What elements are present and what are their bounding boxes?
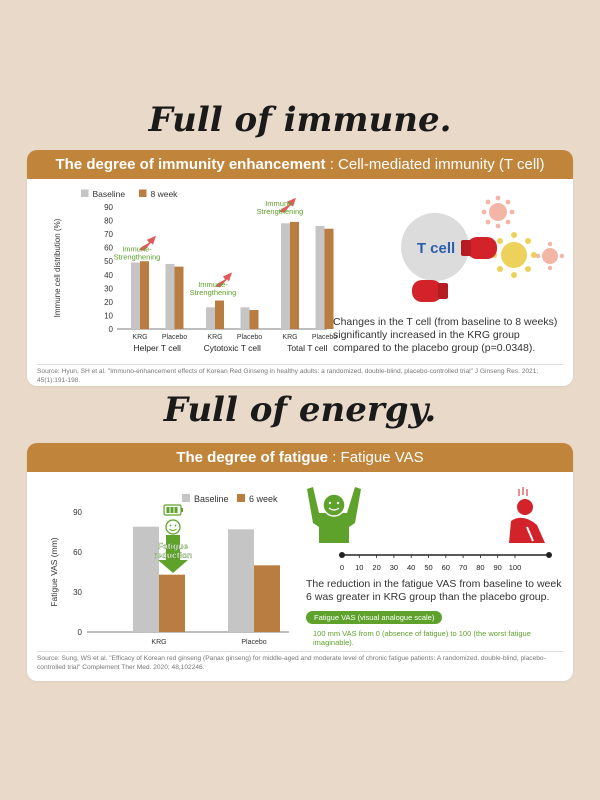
vas-scale [297, 483, 567, 573]
battery-icon [164, 505, 183, 515]
strengthening-label: Immune- [265, 198, 295, 208]
virus-icon [536, 242, 564, 270]
vas-tick-label: 70 [458, 563, 468, 572]
y-tick-label: 90 [73, 508, 82, 517]
immunity-card-header [27, 150, 573, 179]
battery-cell [175, 507, 178, 513]
fatigue-vas-note: 100 mm VAS from 0 (absence of fatigue) to 100 (the worst fatigue imaginable). [313, 629, 531, 647]
vas-tick-label: 80 [476, 563, 485, 572]
y-tick-label: 0 [77, 628, 82, 637]
x-tick-label: KRG [282, 334, 298, 341]
bar-treatment [215, 301, 224, 329]
group-label: Helper T cell [133, 343, 181, 353]
x-tick-label: Placebo [161, 334, 188, 341]
x-tick-label: KRG [207, 334, 223, 341]
fatigue-card-header [27, 443, 573, 472]
y-tick-label: 0 [108, 325, 113, 334]
vas-tick-label: 30 [389, 563, 399, 572]
x-tick-label: Placebo [236, 334, 263, 341]
immunity-card [27, 150, 573, 386]
vas-end-dot [546, 552, 552, 558]
smiley-face [166, 520, 180, 534]
y-tick-label: 40 [104, 270, 113, 280]
fatigue-reduction-label: Fatigue [157, 541, 189, 551]
virus-icon [491, 232, 537, 278]
legend-swatch [182, 494, 190, 502]
strengthening-label: Strengthening [113, 252, 161, 262]
fatigue-source: Source: Sung, WS et al. "Efficacy of Korean red ginseng (Panax ginseng) for middle-aged and moderate level of chronic fatigue patients: A randomized, double-blind, placebo-controlled trial" Complement Ther Med. 2020; 48,102246. [37, 655, 546, 671]
bar-baseline [281, 223, 290, 329]
strengthening-label: Strengthening [256, 206, 304, 216]
legend-swatch [139, 190, 147, 198]
legend-label: 6 week [249, 494, 278, 504]
vas-tick-label: 10 [355, 563, 364, 572]
smiley-eye [170, 525, 172, 527]
legend-label: 8 week [150, 189, 178, 199]
immune-chart [27, 179, 347, 359]
fatigue-card-title: The degree of fatigue [176, 449, 329, 466]
y-tick-label: 30 [73, 588, 82, 597]
x-tick-label: Placebo [311, 334, 338, 341]
y-tick-label: 30 [104, 284, 113, 294]
bar-treatment [159, 575, 185, 632]
y-axis-label: Fatigue VAS (mm) [49, 537, 59, 607]
smiley-mouth [170, 529, 177, 531]
happy-person-icon [307, 487, 361, 543]
tcell-illustration [372, 185, 572, 305]
legend-label: Baseline [92, 189, 126, 199]
fatigue-chart [27, 472, 297, 652]
virus-icon [482, 196, 515, 229]
boxing-glove-icon [412, 280, 448, 302]
bar-treatment [175, 267, 184, 329]
fatigue-description: The reduction in the fatigue VAS from baseline to week 6 was greater in KRG group than the placebo group. [306, 578, 562, 603]
y-tick-label: 80 [104, 216, 113, 226]
fatigue-divider [37, 651, 563, 652]
y-tick-label: 60 [104, 243, 113, 253]
vas-tick-label: 50 [424, 563, 433, 572]
legend-label: Baseline [194, 494, 229, 504]
vas-tick-label: 60 [441, 563, 450, 572]
strengthening-label: Immune- [122, 244, 152, 254]
bar-baseline [131, 263, 140, 329]
bar-treatment [140, 261, 149, 329]
battery-cell [171, 507, 174, 513]
bar-baseline [166, 264, 175, 329]
y-tick-label: 20 [104, 297, 113, 307]
bar-treatment [254, 565, 280, 632]
tcell-label: T cell [416, 240, 456, 257]
y-tick-label: 70 [104, 230, 113, 240]
bar-treatment [325, 229, 334, 329]
legend-swatch [81, 190, 89, 198]
vas-tick-label: 20 [372, 563, 381, 572]
strengthening-label: Strengthening [189, 287, 237, 297]
fatigue-reduction-label: reduction [153, 550, 193, 560]
smiley-icon [166, 520, 180, 534]
strengthening-label: Immune- [198, 279, 228, 289]
immune-source: Source: Hyun, SH et al. "Immuno-enhancement effects of Korean Red Ginseng in healthy adults: a randomized, double-blind, placebo-controlled trial" J Ginseng Res. 2021; 45(1):191-198. [37, 368, 539, 384]
bar-treatment [250, 310, 259, 329]
immunity-card-title: The degree of immunity enhancement [55, 156, 326, 173]
vas-tick-label: 100 [508, 563, 522, 572]
fatigue-card [27, 443, 573, 681]
x-tick-label: KRG [132, 334, 148, 341]
vas-tick-label: 40 [407, 563, 416, 572]
y-axis-label: Immune cell distribution (%) [53, 218, 62, 318]
immunity-card-subtitle: : Cell-mediated immunity (T cell) [325, 156, 545, 173]
x-tick-label: KRG [151, 639, 167, 646]
fatigue-vas-pill: Fatigue VAS (visual analogue scale) [306, 611, 442, 624]
bar-baseline [133, 527, 159, 632]
group-label: Cytotoxic T cell [203, 343, 261, 353]
immune-divider [37, 364, 563, 365]
bar-treatment [290, 222, 299, 329]
y-tick-label: 90 [104, 203, 113, 212]
y-tick-label: 60 [73, 548, 82, 557]
bar-baseline [241, 307, 250, 329]
boxing-glove-icon [461, 237, 497, 259]
bar-baseline [228, 529, 254, 632]
y-tick-label: 10 [104, 311, 113, 321]
legend-swatch [237, 494, 245, 502]
battery-cell [167, 507, 170, 513]
immune-heading: Full of immune. [148, 100, 452, 140]
energy-heading: Full of energy. [163, 390, 437, 430]
vas-tick-label: 90 [493, 563, 502, 572]
fatigue-card-subtitle: : Fatigue VAS [328, 449, 424, 466]
battery-tip [181, 508, 183, 512]
smiley-eye [175, 525, 177, 527]
vas-tick-label: 0 [339, 563, 345, 572]
x-tick-label: Placebo [241, 639, 267, 646]
group-label: Total T cell [287, 343, 328, 353]
bar-baseline [316, 226, 325, 329]
y-tick-label: 50 [104, 257, 113, 267]
tired-person-icon [509, 487, 545, 543]
immune-description: Changes in the T cell (from baseline to 8 weeks) significantly increased in the KRG group compared to the placebo group (p=0.0348). [333, 316, 558, 354]
bar-baseline [206, 307, 215, 329]
